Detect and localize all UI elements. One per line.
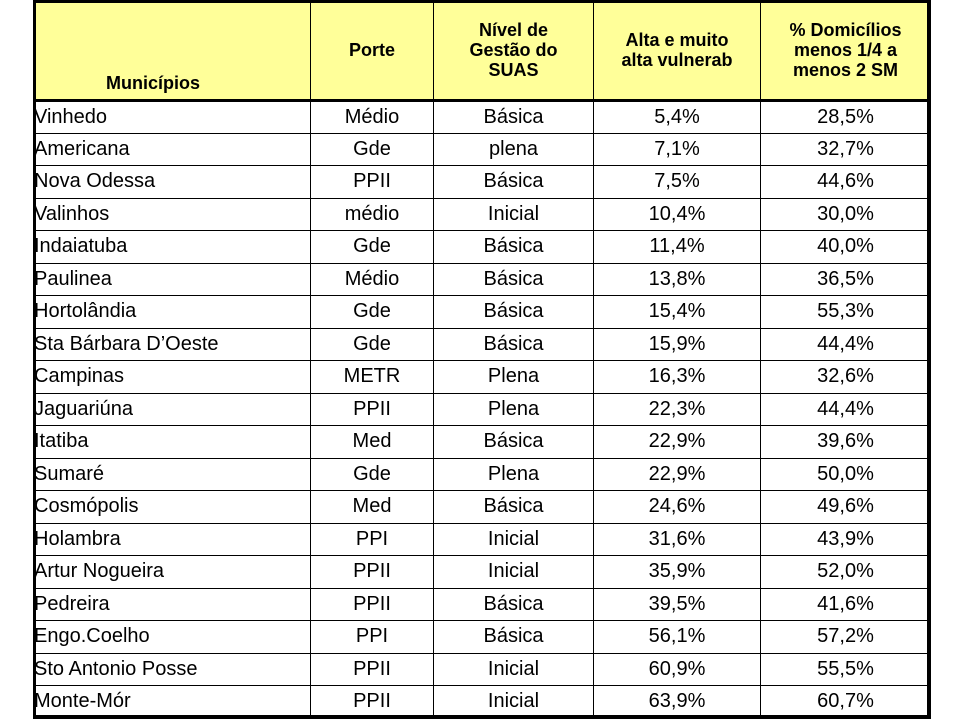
cell-domicilios: 36,5%	[761, 263, 931, 296]
cell-alta-vulnerabilidade: 63,9%	[594, 686, 761, 719]
cell-porte: PPII	[311, 556, 434, 589]
cell-domicilios: 55,5%	[761, 653, 931, 686]
cell-porte: Med	[311, 426, 434, 459]
cell-domicilios: 43,9%	[761, 523, 931, 556]
cell-municipio: Itatiba	[34, 426, 311, 459]
cell-nivel-gestao: Plena	[434, 458, 594, 491]
cell-domicilios: 60,7%	[761, 686, 931, 719]
cell-alta-vulnerabilidade: 22,9%	[594, 426, 761, 459]
cell-domicilios: 57,2%	[761, 621, 931, 654]
cell-municipio: Jaguariúna	[34, 393, 311, 426]
cell-nivel-gestao: Básica	[434, 426, 594, 459]
cell-nivel-gestao: Básica	[434, 296, 594, 329]
cell-domicilios: 44,4%	[761, 328, 931, 361]
cell-domicilios: 50,0%	[761, 458, 931, 491]
cell-porte: Gde	[311, 133, 434, 166]
cell-alta-vulnerabilidade: 24,6%	[594, 491, 761, 524]
cell-nivel-gestao: Inicial	[434, 686, 594, 719]
cell-nivel-gestao: Básica	[434, 621, 594, 654]
cell-porte: PPII	[311, 393, 434, 426]
cell-porte: Med	[311, 491, 434, 524]
cell-municipio: Sto Antonio Posse	[34, 653, 311, 686]
cell-alta-vulnerabilidade: 7,5%	[594, 166, 761, 199]
cell-domicilios: 39,6%	[761, 426, 931, 459]
cell-domicilios: 44,6%	[761, 166, 931, 199]
cell-municipio: Valinhos	[34, 198, 311, 231]
cell-nivel-gestao: Básica	[434, 588, 594, 621]
header-alta-vulnerabilidade-label: Alta e muito alta vulnerab	[621, 30, 733, 70]
cell-porte: Gde	[311, 458, 434, 491]
cell-nivel-gestao: Plena	[434, 361, 594, 394]
cell-alta-vulnerabilidade: 15,9%	[594, 328, 761, 361]
cell-municipio: Artur Nogueira	[34, 556, 311, 589]
cell-porte: PPII	[311, 686, 434, 719]
cell-domicilios: 41,6%	[761, 588, 931, 621]
cell-nivel-gestao: Inicial	[434, 653, 594, 686]
cell-porte: Gde	[311, 328, 434, 361]
cell-porte: médio	[311, 198, 434, 231]
cell-municipio: Sumaré	[34, 458, 311, 491]
cell-municipio: Hortolândia	[34, 296, 311, 329]
cell-alta-vulnerabilidade: 31,6%	[594, 523, 761, 556]
cell-municipio: Pedreira	[34, 588, 311, 621]
cell-municipio: Indaiatuba	[34, 231, 311, 264]
cell-nivel-gestao: plena	[434, 133, 594, 166]
cell-porte: METR	[311, 361, 434, 394]
cell-alta-vulnerabilidade: 60,9%	[594, 653, 761, 686]
cell-municipio: Americana	[34, 133, 311, 166]
cell-alta-vulnerabilidade: 56,1%	[594, 621, 761, 654]
header-domicilios-label: % Domicílios menos 1/4 a menos 2 SM	[789, 20, 902, 80]
cell-nivel-gestao: Inicial	[434, 198, 594, 231]
cell-porte: PPI	[311, 523, 434, 556]
cell-municipio: Nova Odessa	[34, 166, 311, 199]
cell-nivel-gestao: Básica	[434, 491, 594, 524]
cell-alta-vulnerabilidade: 22,9%	[594, 458, 761, 491]
header-municipios-label: Municípios	[106, 73, 200, 93]
cell-municipio: Cosmópolis	[34, 491, 311, 524]
cell-alta-vulnerabilidade: 10,4%	[594, 198, 761, 231]
cell-porte: PPII	[311, 166, 434, 199]
cell-nivel-gestao: Básica	[434, 166, 594, 199]
cell-municipio: Monte-Mór	[34, 686, 311, 719]
cell-alta-vulnerabilidade: 35,9%	[594, 556, 761, 589]
cell-domicilios: 52,0%	[761, 556, 931, 589]
cell-domicilios: 55,3%	[761, 296, 931, 329]
cell-municipio: Sta Bárbara D’Oeste	[34, 328, 311, 361]
cell-municipio: Campinas	[34, 361, 311, 394]
cell-nivel-gestao: Básica	[434, 328, 594, 361]
cell-porte: PPII	[311, 653, 434, 686]
cell-municipio: Vinhedo	[34, 101, 311, 134]
cell-municipio: Paulinea	[34, 263, 311, 296]
table-outer-border	[33, 0, 930, 718]
cell-domicilios: 44,4%	[761, 393, 931, 426]
cell-alta-vulnerabilidade: 22,3%	[594, 393, 761, 426]
cell-porte: Gde	[311, 231, 434, 264]
header-porte-label: Porte	[348, 40, 395, 60]
cell-nivel-gestao: Plena	[434, 393, 594, 426]
cell-nivel-gestao: Básica	[434, 101, 594, 134]
cell-municipio: Engo.Coelho	[34, 621, 311, 654]
cell-alta-vulnerabilidade: 39,5%	[594, 588, 761, 621]
cell-alta-vulnerabilidade: 11,4%	[594, 231, 761, 264]
cell-domicilios: 49,6%	[761, 491, 931, 524]
cell-porte: Médio	[311, 101, 434, 134]
cell-domicilios: 32,7%	[761, 133, 931, 166]
cell-nivel-gestao: Básica	[434, 231, 594, 264]
cell-porte: Médio	[311, 263, 434, 296]
cell-alta-vulnerabilidade: 7,1%	[594, 133, 761, 166]
cell-domicilios: 40,0%	[761, 231, 931, 264]
header-nivel-gestao-label: Nível de Gestão do SUAS	[469, 20, 558, 80]
cell-porte: PPI	[311, 621, 434, 654]
cell-alta-vulnerabilidade: 15,4%	[594, 296, 761, 329]
cell-nivel-gestao: Inicial	[434, 556, 594, 589]
cell-porte: Gde	[311, 296, 434, 329]
cell-nivel-gestao: Básica	[434, 263, 594, 296]
cell-alta-vulnerabilidade: 5,4%	[594, 101, 761, 134]
cell-alta-vulnerabilidade: 13,8%	[594, 263, 761, 296]
cell-porte: PPII	[311, 588, 434, 621]
cell-nivel-gestao: Inicial	[434, 523, 594, 556]
cell-alta-vulnerabilidade: 16,3%	[594, 361, 761, 394]
cell-domicilios: 28,5%	[761, 101, 931, 134]
cell-domicilios: 30,0%	[761, 198, 931, 231]
cell-municipio: Holambra	[34, 523, 311, 556]
cell-domicilios: 32,6%	[761, 361, 931, 394]
